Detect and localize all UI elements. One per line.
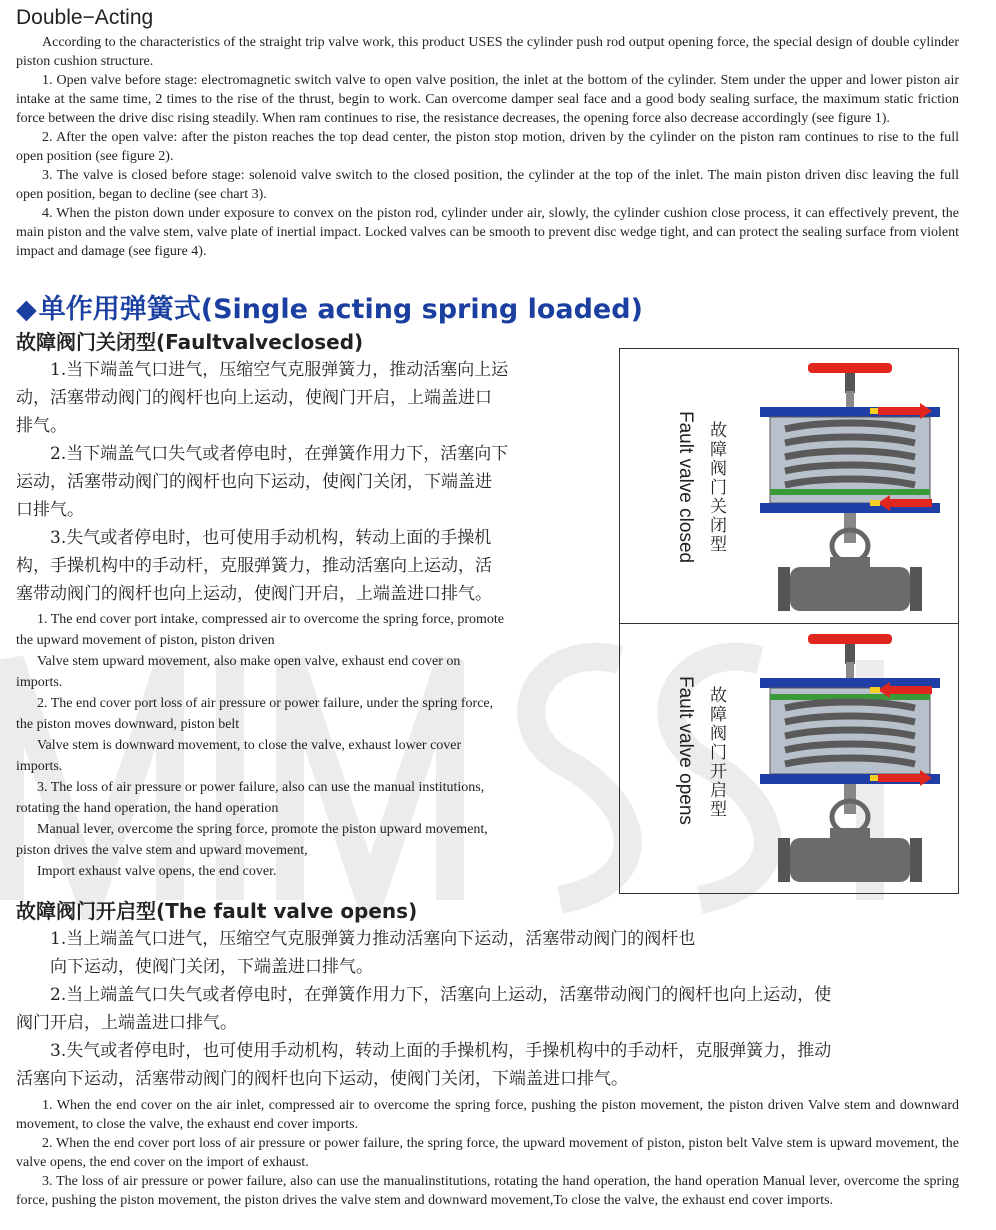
single-acting-title: 单作用弹簧式(Single acting spring loaded) xyxy=(38,294,643,325)
double-acting-paragraph: 1. Open valve before stage: electromagnetic switch valve to open valve position, the inlet at the bottom of the cylinder. Stem under the upper and lower piston air intake at the same time, 2 times to the rise of the thrust, begin to work. Can overcome damper seal face and a good body sealing surface, the maximum static friction force between the drive disc rising steadily. When ram continues to rise, the resistance decreases, the opening force also decrease accordingly (see figure 1). xyxy=(16,73,959,126)
en-line: Valve stem upward movement, also make open valve, exhaust end cover on xyxy=(16,654,461,669)
en-paragraph: 1. When the end cover on the air inlet, compressed air to overcome the spring force, pushing the piston movement, the piston driven Valve stem and downward movement, to close the valve, the exhaust end cover imports. xyxy=(16,1098,959,1132)
cn-line: 向下运动，使阀门关闭，下端盖进口排气。 xyxy=(16,957,373,977)
cn-line: 1.当上端盖气口进气，压缩空气克服弹簧力推动活塞向下运动，活塞带动阀门的阀杆也 xyxy=(16,929,696,949)
en-line: Valve stem is downward movement, to close the valve, exhaust lower cover xyxy=(16,738,462,753)
fault-valve-closed-cn-label: 故障阀门关闭型 xyxy=(706,421,726,554)
double-acting-paragraph: 3. The valve is closed before stage: solenoid valve switch to the closed position, the cylinder at the top of the inlet. The main piston driven disc leaving the full open position, began to decline (see chart 3). xyxy=(16,168,959,202)
double-acting-paragraph: According to the characteristics of the straight trip valve work, this product USES the cylinder push rod output opening force, the special design of double cylinder piston cushion structure. xyxy=(16,35,959,69)
double-acting-paragraph: 2. After the open valve: after the piston reaches the top dead center, the piston stop motion, driven by the cylinder on the piston ram continues to rise to the full open position (see figure 2). xyxy=(16,130,959,164)
fault-valve-opens-cn-label: 故障阀门开启型 xyxy=(706,686,726,819)
cn-line: 3.失气或者停电时，也可使用手动机构，转动上面的手操机 xyxy=(16,528,492,548)
fault-valve-opens-en-label: Fault valve opens xyxy=(675,676,696,825)
en-line: 3. The loss of air pressure or power failure, also can use the manual institutions, xyxy=(16,780,485,795)
fault-closed-cn-text xyxy=(16,356,596,608)
cn-line: 活塞向下运动，活塞带动阀门的阀杆也向下运动，使阀门关闭，下端盖进口排气。 xyxy=(16,1069,628,1089)
en-line: 1. The end cover port intake, compressed air to overcome the spring force, promote xyxy=(16,612,505,627)
en-line: Manual lever, overcome the spring force, promote the piston upward movement, xyxy=(16,822,488,837)
cn-line: 2.当下端盖气口失气或者停电时，在弹簧作用力下，活塞向下 xyxy=(16,444,509,464)
valve-actuator-drawing xyxy=(760,363,940,611)
en-line: imports. xyxy=(16,675,63,690)
valve-actuator-drawing xyxy=(760,634,940,882)
cn-line: 3.失气或者停电时，也可使用手动机构，转动上面的手操机构，手操机构中的手动杆，克服弹簧力，推动 xyxy=(16,1041,832,1061)
double-acting-title: Double−Acting xyxy=(16,6,154,29)
fault-opens-en-text xyxy=(16,1096,959,1210)
cn-line: 排气。 xyxy=(16,416,67,436)
en-paragraph: 3. The loss of air pressure or power failure, also can use the manualinstitutions, rotating the hand operation, the hand operation Manual lever, overcome the spring force, pushing the piston movement, the piston drives the valve stem and downward movement,To close the valve, the exhaust end cover imports. xyxy=(16,1174,959,1208)
cn-line: 2.当上端盖气口失气或者停电时，在弹簧作用力下，活塞向上运动，活塞带动阀门的阀杆也向上运动，使 xyxy=(16,985,832,1005)
fault-opens-title: 故障阀门开启型(The fault valve opens) xyxy=(16,899,418,923)
cn-line: 1.当下端盖气口进气，压缩空气克服弹簧力，推动活塞向上运 xyxy=(16,360,509,380)
en-paragraph: 2. When the end cover port loss of air pressure or power failure, the spring force, the upward movement of piston, piston belt Valve stem is upward movement, the valve opens, the end cover on the import of exhaust. xyxy=(16,1136,959,1170)
en-line: piston drives the valve stem and upward movement, xyxy=(16,843,308,858)
fault-closed-title: 故障阀门关闭型(Faultvalveclosed) xyxy=(16,330,364,354)
cn-line: 阀门开启，上端盖进口排气。 xyxy=(16,1013,237,1033)
en-line: 2. The end cover port loss of air pressure or power failure, under the spring force, xyxy=(16,696,494,711)
diamond-bullet-icon: ◆ xyxy=(16,294,37,325)
fault-valve-closed-figure xyxy=(620,349,958,621)
cn-line: 塞带动阀门的阀杆也向上运动，使阀门开启，上端盖进口排气。 xyxy=(16,584,492,604)
cn-line: 运动，活塞带动阀门的阀杆也向下运动，使阀门关闭，下端盖进 xyxy=(16,472,492,492)
single-acting-heading xyxy=(16,287,643,326)
cn-line: 构，手操机构中的手动杆，克服弹簧力，推动活塞向上运动，活 xyxy=(16,556,492,576)
en-line: the piston moves downward, piston belt xyxy=(16,717,240,732)
en-line: the upward movement of piston, piston driven xyxy=(16,633,275,648)
en-line: rotating the hand operation, the hand operation xyxy=(16,801,279,816)
fault-valve-closed-en-label: Fault valve closed xyxy=(675,411,696,564)
en-line: Import exhaust valve opens, the end cover. xyxy=(16,864,277,879)
fault-closed-en-text xyxy=(16,609,578,882)
fault-opens-cn-text xyxy=(16,925,961,1093)
fault-valve-opens-figure xyxy=(620,624,958,896)
double-acting-body xyxy=(16,33,959,261)
en-line: imports. xyxy=(16,759,63,774)
valve-figure-panel xyxy=(619,348,959,894)
cn-line: 口排气。 xyxy=(16,500,84,520)
double-acting-paragraph: 4. When the piston down under exposure to convex on the piston rod, cylinder under air, slowly, the cylinder cushion close process, it can effectively prevent, the main piston and the valve stem, valve plate of inertial impact. Locked valves can be smooth to prevent disc wedge tight, and can protect the sealing surface from violent impact and damage (see figure 4). xyxy=(16,206,959,259)
cn-line: 动，活塞带动阀门的阀杆也向上运动，使阀门开启，上端盖进口 xyxy=(16,388,492,408)
